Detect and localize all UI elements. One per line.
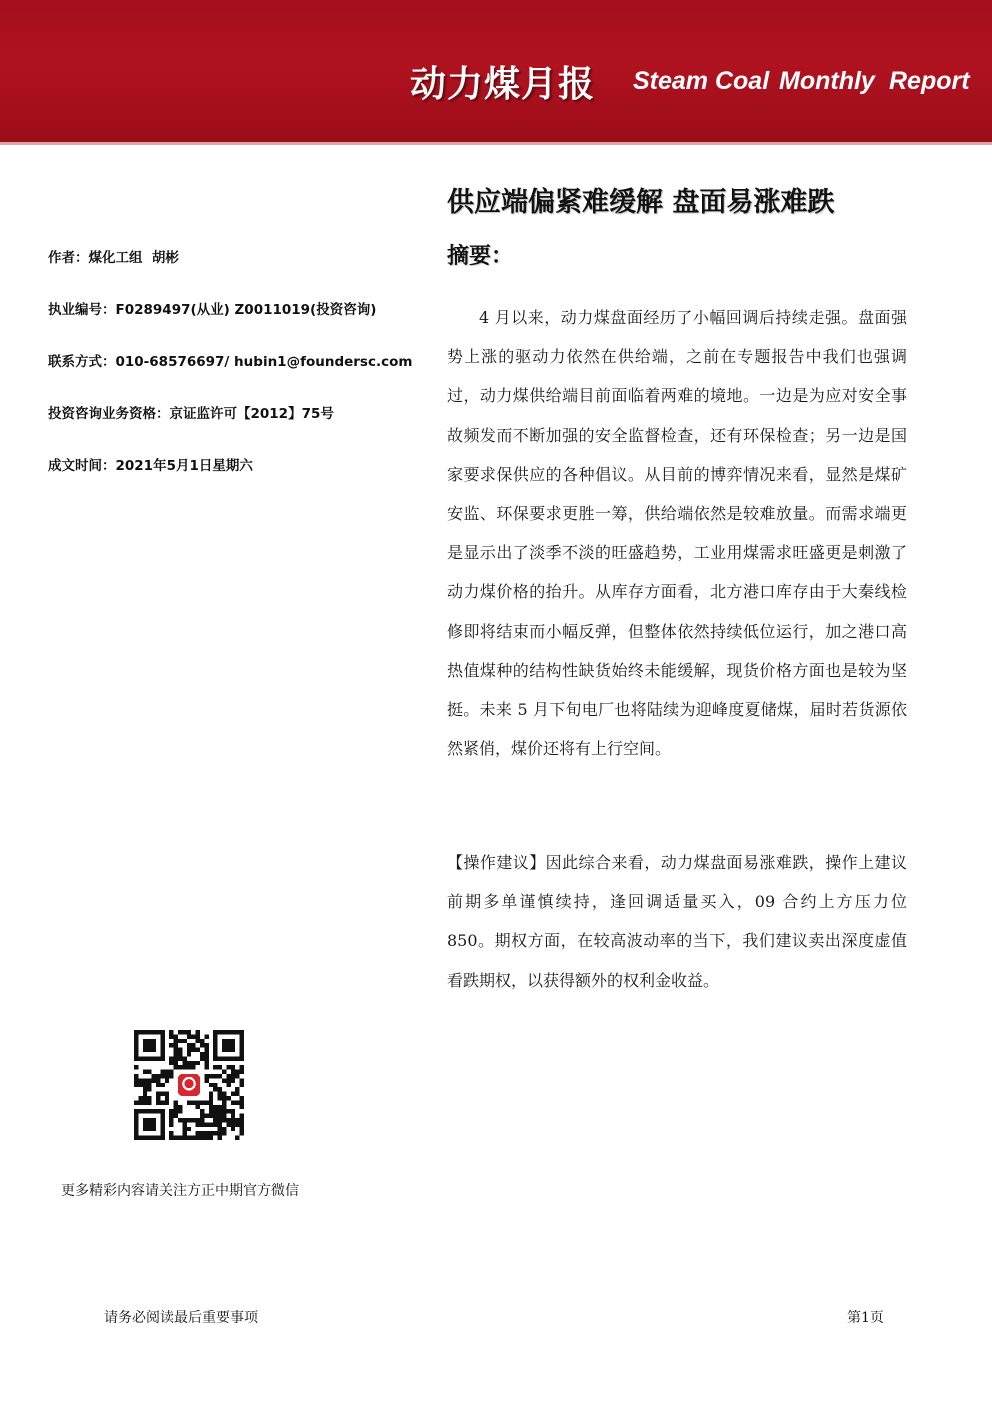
wechat-qr-code (134, 1030, 244, 1140)
qr-caption: 更多精彩内容请关注方正中期官方微信 (61, 1183, 299, 1199)
meta-author-label: 作者： (48, 250, 89, 266)
meta-author (48, 246, 179, 266)
meta-date-value: 2021年5月1日星期六 (115, 458, 253, 474)
meta-date-label: 成文时间： (48, 458, 116, 474)
report-title: 供应端偏紧难缓解 盘面易涨难跌 (447, 187, 835, 218)
meta-license-label: 执业编号： (48, 302, 116, 318)
abstract-paragraph-2: 【操作建议】因此综合来看，动力煤盘面易涨难跌，操作上建议前期多单谨慎续持，逢回调适量买入，09 合约上方压力位 850。期权方面，在较高波动率的当下，我们建议卖出深度虚值看跌期权，以获得额外的权利金收益。 (447, 853, 907, 990)
header-banner (0, 0, 992, 145)
abstract-paragraph-1: 4 月以来，动力煤盘面经历了小幅回调后持续走强。盘面强势上涨的驱动力依然在供给端，之前在专题报告中我们也强调过，动力煤供给端目前面临着两难的境地。一边是为应对安全事故频发而不断加强的安全监督检查，还有环保检查；另一边是国家要求保供应的各种倡议。从目前的博弈情况来看，显然是煤矿安监、环保要求更胜一筹，供给端依然是较难放量。而需求端更是显示出了淡季不淡的旺盛趋势，工业用煤需求旺盛更是刺激了动力煤价格的抬升。从库存方面看，北方港口库存由于大秦线检修即将结束而小幅反弹，但整体依然持续低位运行，加之港口高热值煤种的结构性缺货始终未能缓解，现货价格方面也是较为坚挺。未来 5 月下旬电厂也将陆续为迎峰度夏储煤，届时若货源依然紧俏，煤价还将有上行空间。 (447, 308, 907, 759)
footer-page-number: 第1页 (847, 1310, 884, 1326)
meta-qualification (48, 402, 334, 422)
banner-title-en-3: Report (889, 67, 970, 95)
meta-qualification-value: 京证监许可【2012】75号 (169, 406, 334, 422)
footer-notice: 请务必阅读最后重要事项 (104, 1310, 258, 1326)
meta-author-value: 煤化工组 胡彬 (88, 250, 179, 266)
banner-title-en-1: Steam Coal (633, 67, 770, 95)
meta-license (48, 298, 376, 318)
meta-contact-label: 联系方式： (48, 354, 116, 370)
banner-title-cn: 动力煤月报 (410, 64, 596, 105)
meta-qualification-label: 投资咨询业务资格： (48, 406, 170, 422)
meta-contact-value: 010-68576697/ hubin1@foundersc.com (115, 354, 413, 370)
abstract-heading: 摘要： (447, 243, 514, 269)
banner-title-en-2: Monthly (779, 67, 875, 95)
meta-date (48, 454, 253, 474)
meta-license-value: F0289497(从业) Z0011019(投资咨询) (115, 302, 377, 318)
meta-contact (48, 350, 412, 370)
